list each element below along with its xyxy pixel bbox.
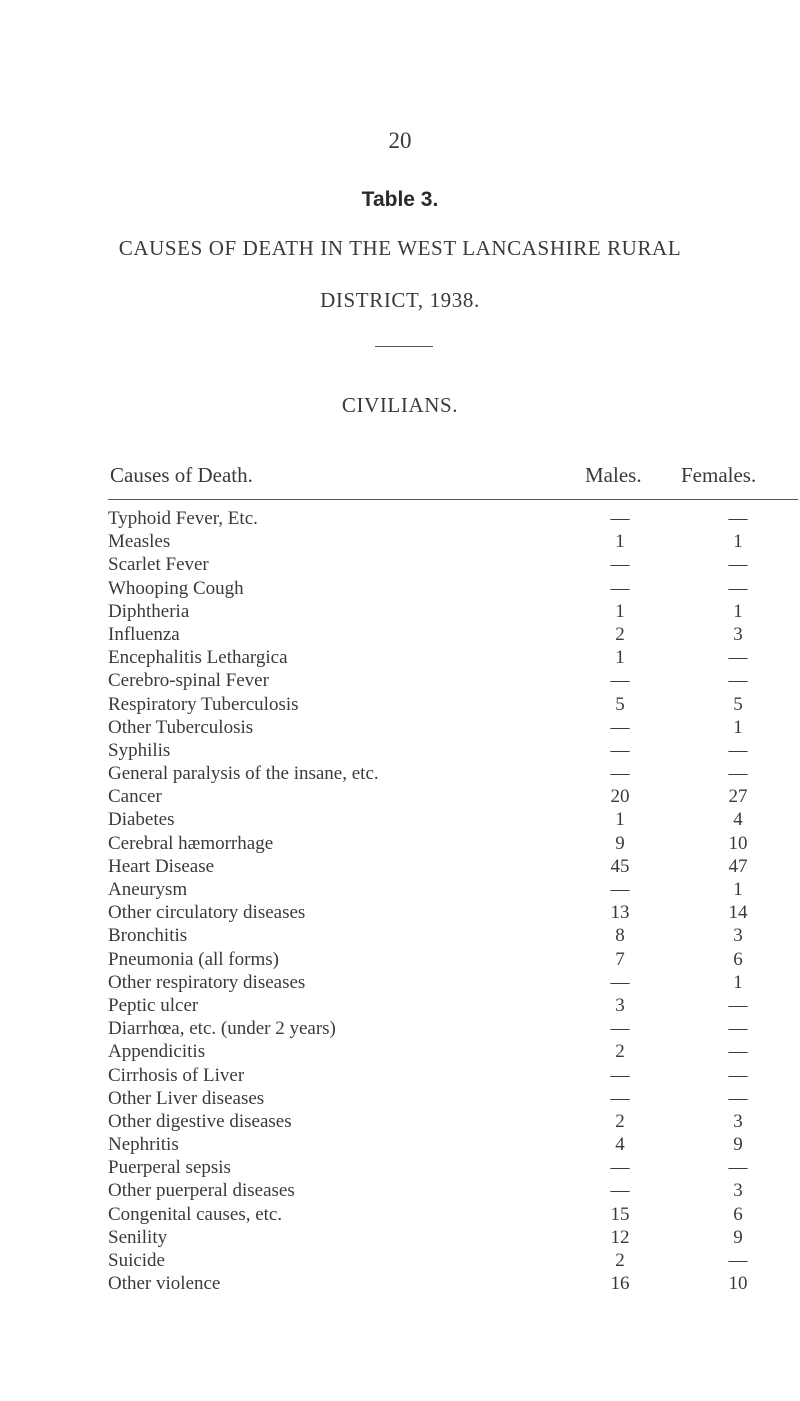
table-row xyxy=(108,600,768,623)
table-row xyxy=(108,1179,768,1202)
cause-label: Peptic ulcer xyxy=(108,994,199,1016)
cause-label: Diphtheria xyxy=(108,600,190,622)
table-row xyxy=(108,553,768,576)
cause-label: Senility xyxy=(108,1226,168,1248)
males-count: — xyxy=(610,670,630,692)
males-count: — xyxy=(610,1087,630,1109)
females-count: 1 xyxy=(733,531,743,553)
cause-label: Other Liver diseases xyxy=(108,1087,265,1109)
cause-label: Cirrhosis of Liver xyxy=(108,1064,245,1086)
males-count: — xyxy=(610,716,630,738)
cause-label: Other digestive diseases xyxy=(108,1110,292,1132)
males-count: 20 xyxy=(610,786,630,808)
males-count: 13 xyxy=(610,902,630,924)
cause-label: Nephritis xyxy=(108,1134,179,1156)
females-count: — xyxy=(728,670,748,692)
table-row xyxy=(108,1203,768,1226)
cause-label: Puerperal sepsis xyxy=(108,1157,231,1179)
females-count: — xyxy=(728,554,748,576)
females-count: 3 xyxy=(733,623,743,645)
cause-label: Congenital causes, etc. xyxy=(108,1203,283,1225)
table-title: Table 3. xyxy=(361,188,439,211)
females-count: — xyxy=(728,1087,748,1109)
females-count: 14 xyxy=(728,902,748,924)
females-count: — xyxy=(728,994,748,1016)
cause-label: Diabetes xyxy=(108,809,175,831)
males-count: — xyxy=(610,879,630,900)
cause-label: General paralysis of the insane, etc. xyxy=(108,763,379,785)
males-count: 5 xyxy=(615,693,625,715)
males-count: 4 xyxy=(615,1134,625,1156)
table-row xyxy=(108,762,768,785)
heading-line-2: DISTRICT, 1938. xyxy=(320,288,480,312)
table-row xyxy=(108,646,768,669)
males-count: 2 xyxy=(615,1250,625,1271)
table-row xyxy=(108,1156,768,1179)
males-count: 2 xyxy=(615,1110,625,1132)
table-row xyxy=(108,1272,768,1295)
males-count: — xyxy=(610,1018,630,1040)
males-count: 2 xyxy=(615,623,625,645)
table-row xyxy=(108,948,768,971)
cause-label: Influenza xyxy=(108,623,180,645)
cause-label: Respiratory Tuberculosis xyxy=(108,693,299,715)
males-count: — xyxy=(610,1157,630,1179)
cause-label: Bronchitis xyxy=(108,925,188,947)
cause-label: Cancer xyxy=(108,786,162,808)
table-row xyxy=(108,1133,768,1156)
females-count: — xyxy=(728,763,748,785)
cause-label: Appendicitis xyxy=(108,1041,206,1063)
males-count: — xyxy=(610,1064,630,1086)
females-count: 1 xyxy=(733,971,743,993)
females-count: — xyxy=(728,739,748,761)
cause-label: Syphilis xyxy=(108,739,171,761)
males-count: 9 xyxy=(615,832,625,854)
table-row xyxy=(108,901,768,924)
header-rule xyxy=(108,499,798,500)
cause-label: Other respiratory diseases xyxy=(108,971,306,993)
cause-label: Whooping Cough xyxy=(108,577,244,599)
table-row xyxy=(108,693,768,716)
males-count: 45 xyxy=(610,855,630,877)
column-header-cause: Causes of Death. xyxy=(110,463,253,487)
table-row xyxy=(108,577,768,600)
females-count: 10 xyxy=(728,832,748,854)
males-count: 15 xyxy=(610,1203,630,1225)
females-count: — xyxy=(728,1018,748,1040)
females-count: — xyxy=(728,1041,748,1063)
males-count: 1 xyxy=(615,647,625,669)
table-row xyxy=(108,739,768,762)
females-count: — xyxy=(728,577,748,599)
table-row xyxy=(108,855,768,878)
males-count: — xyxy=(610,739,630,761)
table-row xyxy=(108,716,768,739)
table-row xyxy=(108,623,768,646)
cause-label: Other violence xyxy=(108,1273,221,1295)
page-number: 20 xyxy=(388,128,412,153)
column-header-females: Females. xyxy=(681,463,757,487)
table-row xyxy=(108,530,768,553)
females-count: 3 xyxy=(733,1110,743,1132)
divider-rule xyxy=(375,346,433,347)
males-count: 16 xyxy=(610,1273,630,1295)
males-count: 12 xyxy=(610,1226,630,1248)
males-count: — xyxy=(610,763,630,785)
cause-label: Encephalitis Lethargica xyxy=(108,647,288,669)
table-row xyxy=(108,994,768,1017)
females-count: 10 xyxy=(728,1273,748,1295)
females-count: 6 xyxy=(733,1203,743,1225)
females-count: — xyxy=(728,1064,748,1086)
males-count: — xyxy=(610,971,630,993)
males-count: — xyxy=(610,577,630,599)
subheading: CIVILIANS. xyxy=(341,393,459,417)
females-count: — xyxy=(728,1250,748,1271)
table-row xyxy=(108,808,768,831)
cause-label: Cerebro-spinal Fever xyxy=(108,670,269,692)
females-count: 3 xyxy=(733,1180,743,1202)
cause-label: Diarrhœa, etc. (under 2 years) xyxy=(108,1018,336,1040)
females-count: 9 xyxy=(733,1226,743,1248)
table-row xyxy=(108,924,768,947)
males-count: 1 xyxy=(615,809,625,831)
females-count: 3 xyxy=(733,925,743,947)
cause-label: Heart Disease xyxy=(108,855,215,877)
females-count: — xyxy=(728,508,748,529)
table-row xyxy=(108,669,768,692)
cause-label: Aneurysm xyxy=(108,879,188,900)
cause-label: Typhoid Fever, Etc. xyxy=(108,508,258,529)
males-count: 7 xyxy=(615,948,625,970)
cause-label: Pneumonia (all forms) xyxy=(108,948,279,970)
males-count: 1 xyxy=(615,600,625,622)
females-count: — xyxy=(728,647,748,669)
females-count: 9 xyxy=(733,1134,743,1156)
females-count: 6 xyxy=(733,948,743,970)
table-row xyxy=(108,1017,768,1040)
females-count: 1 xyxy=(733,600,743,622)
table-row xyxy=(108,785,768,808)
table-row xyxy=(108,1110,768,1133)
cause-label: Other circulatory diseases xyxy=(108,902,306,924)
females-count: — xyxy=(728,1157,748,1179)
males-count: — xyxy=(610,508,630,529)
males-count: 8 xyxy=(615,925,625,947)
cause-label: Suicide xyxy=(108,1250,165,1271)
cause-label: Cerebral hæmorrhage xyxy=(108,832,274,854)
table-row xyxy=(108,1226,768,1249)
table-row xyxy=(108,832,768,855)
females-count: 47 xyxy=(728,855,748,877)
cause-label: Other puerperal diseases xyxy=(108,1180,295,1202)
heading-line-1: CAUSES OF DEATH IN THE WEST LANCASHIRE RURAL xyxy=(118,236,682,260)
table-row xyxy=(108,1087,768,1110)
cause-label: Measles xyxy=(108,531,171,553)
males-count: 1 xyxy=(615,531,625,553)
males-count: 3 xyxy=(615,994,625,1016)
females-count: 5 xyxy=(733,693,743,715)
table-row xyxy=(108,1249,768,1272)
table-row xyxy=(108,878,768,901)
males-count: — xyxy=(610,554,630,576)
males-count: — xyxy=(610,1180,630,1202)
males-count: 2 xyxy=(615,1041,625,1063)
females-count: 4 xyxy=(733,809,743,831)
table-row xyxy=(108,1064,768,1087)
cause-label: Other Tuberculosis xyxy=(108,716,254,738)
causes-table xyxy=(108,507,768,1295)
table-row xyxy=(108,507,768,530)
table-row xyxy=(108,971,768,994)
cause-label: Scarlet Fever xyxy=(108,554,209,576)
females-count: 27 xyxy=(728,786,748,808)
females-count: 1 xyxy=(733,716,743,738)
table-row xyxy=(108,1040,768,1063)
column-header-males: Males. xyxy=(585,463,642,487)
females-count: 1 xyxy=(733,879,743,900)
